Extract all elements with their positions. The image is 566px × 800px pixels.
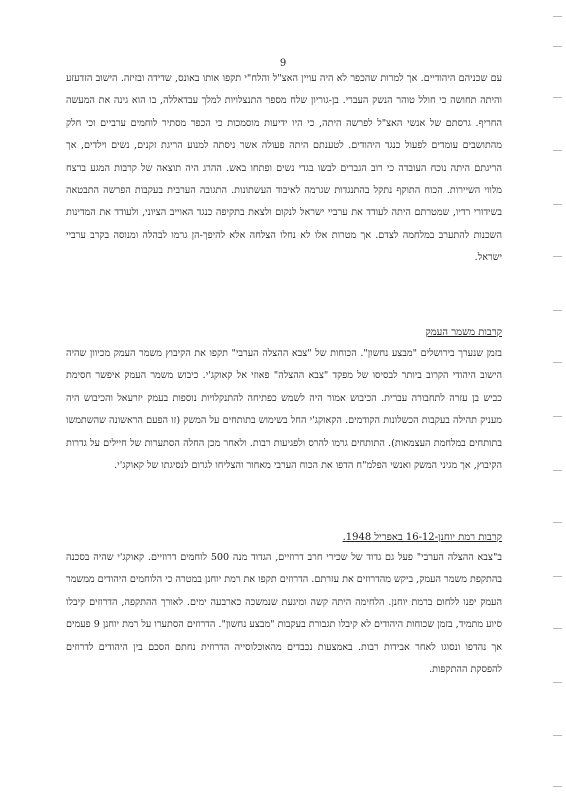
edge-mark xyxy=(553,416,562,417)
edge-mark xyxy=(553,150,562,151)
edge-mark xyxy=(553,628,562,629)
section-heading-mishmar-haemek: קרבות משמר העמק xyxy=(425,327,502,338)
edge-mark xyxy=(553,46,562,47)
scan-edge-marks xyxy=(546,0,566,800)
edge-mark xyxy=(553,735,562,736)
edge-mark xyxy=(553,16,562,17)
section-paragraph-ramat-yohanan: ב"צבא ההצלה הערבי" פעל גם גדוד של שכירי חרב דרוזיים, הגדוד מנה 500 לוחמים דרוזיים. קאוקג'י שהיה בסכנה בהתקפת משמר העמק, ביקש מהדרוזים את עזרתם. הדרוזים תקפו את רמת יוחנן במטרה כי הלוחמים היהודים ממשמר העמק יפנו ללחום ברמת יוחנן. הלחימה היתה קשה ומיגעת שנמשכה כארבעה ימים. לאורך ההתקפה, הדרוזים קיבלו סיוע מתמיד, בזמן שכוחות היהודים לא קיבלו תגבורת בעקבות "מבצע נחשון". הדרוזים הסתערו על רמת יוחנן 9 פעמים אך נהדפו ונסוגו לאחר אבידות רבות. באמצעות נכבדים מהאוכלוסייה הדרוזית נחתם הסכם בין היהודים לדרוזים להפסקת ההתקפות. xyxy=(66,552,502,676)
edge-mark xyxy=(553,786,562,787)
body-paragraph: עם שכניהם היהודיים. אך למרות שהכפר לא היה עויין האצ"ל והלח"י תקפו אותו באונס, שדידה ובזיזה. הישוב הזדעזע והיתה תחושה כי חולל טוהר הנשק העברי. בן-גוריון שלח מספר התנצלויות למלך עבדאללה, בו הוא גינה את המעשה החריף. גרסתם של אנשי האצ"ל לפרשה היתה, כי היו ידיעות מוסמכות כי הכפר מסתיר לוחמים ערביים וכי חלק מהתושבים עומדים לפעול כנגד היהודים. לטענתם היתה פעולה אשר ניסתה למנוע הריגת זקנים, נשים וילדים, אך הריגתם היתה נוכח העובדה כי רוב הגברים לבשו בגדי נשים ופתחו באש. ההרג היה תוצאה של קרבות המגע ברצח מלווי השיירות. הכוח התוקף נתקל בהתנגדות שגרמה לאיבוד העשתונות. התגובה הערבית בעקבות הפרשה התבטאה בשידורי רדיו, שמטרתם היתה לעודד את ערביי ישראל לנקום ולצאת בתקיפה כנגד האוייב הציוני, ולעודד את המדינות השכנות להתערב במלחמה לצדם. אך מטרות אלו לא נחלו הצלחה אלא להיפך-הן גרמו לבהלה ומנוסה בקרב ערביי ישראל. xyxy=(66,73,502,264)
edge-mark xyxy=(553,682,562,683)
edge-mark xyxy=(553,576,562,577)
edge-mark xyxy=(553,470,562,471)
edge-mark xyxy=(553,362,562,363)
section-paragraph-mishmar-haemek: בזמן שנערך בירושלים "מבצע נחשון". הכוחות של "צבא ההצלה הערבי" תקפו את הקיבוץ משמר העמק מכיוון שהיה הישוב היהודי הקרוב ביותר לבסיסו של מפקד "צבא ההצלה" פאוזי אל קאוקג'י. כיבוש משמר העמק איפשר חסימת כביש בן עזרה לתחבורה עברית. הכיבוש אמור היה לשמש כפתיחה להתנקלויות נוספות בעמק יזרעאל והכיבוש היה מעניק תהילה בעקבות הכשלונות הקודמים. הקאוקג'י החל בשימוש בתותחים על המשק (זו הפעם הראשונה שהשתמשו בתותחים במלחמת העצמאות). התותחים גרמו להרס ולפגיעות רבות. ולאחר מכן החלה הסתערות של חיילים על גדרות הקיבוץ, אך מגיני המשק ואנשי הפלמ"ח הדפו את הכוח הערבי מאחור והצליחו לגרום לנסיגתו של קאוקג'י. xyxy=(66,348,502,472)
edge-mark xyxy=(553,204,562,205)
edge-mark xyxy=(553,522,562,523)
edge-mark xyxy=(553,310,562,311)
edge-mark xyxy=(553,97,562,98)
page-number: 9 xyxy=(279,58,287,69)
section-heading-ramat-yohanan: קרבות רמת יוחנן-16-12 באפריל 1948. xyxy=(342,532,502,543)
edge-mark xyxy=(553,256,562,257)
